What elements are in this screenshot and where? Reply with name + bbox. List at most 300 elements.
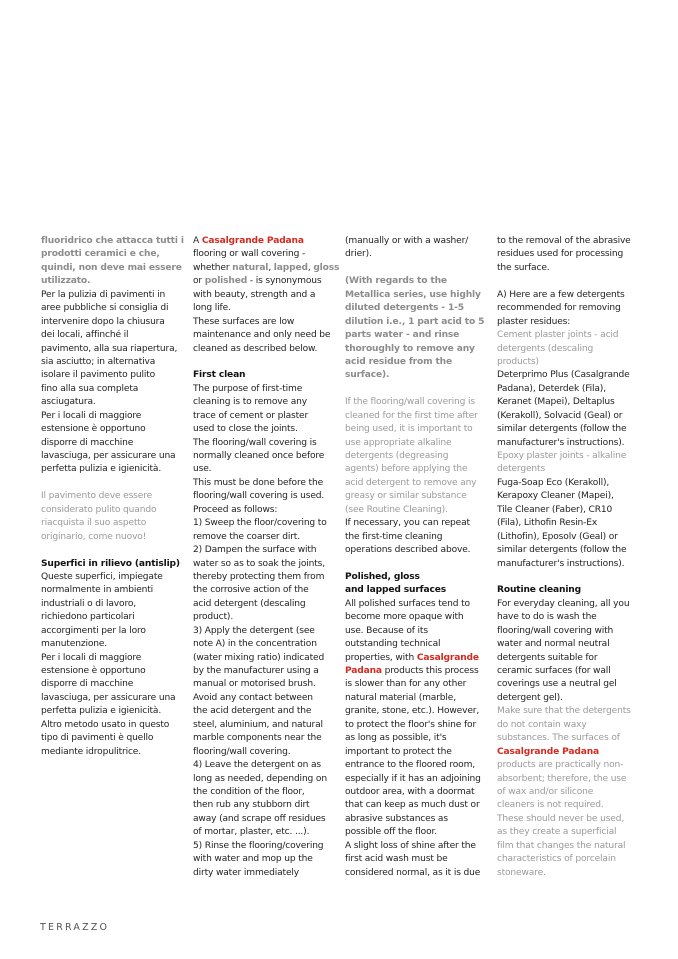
section-heading: Routine cleaning [497,585,581,596]
body-text: drier). [345,249,372,260]
text-line [345,437,497,450]
section-heading: and lapped surfaces [345,585,446,596]
body-text: Keranet (Mapei), Deltaplus [497,397,615,408]
text-line [41,262,193,275]
body-text: A slight loss of shine after the [345,840,476,851]
body-text: operations described above. [345,545,471,556]
text-line [193,369,345,382]
section-heading: Polished, gloss [345,571,420,582]
text-line [345,786,497,799]
brand-name: Padana [345,666,382,676]
body-text: acid detergent (descaling [193,598,306,609]
text-line [193,235,345,248]
text-column-3 [345,235,497,880]
text-line [193,678,345,691]
body-text: long life. [193,303,231,314]
body-text: The flooring/wall covering is [193,437,317,448]
body-text: (manually or with a washer/ [345,236,469,246]
text-line [193,289,345,302]
text-line [497,262,649,275]
body-text: as long as possible, it's [345,733,447,744]
body-text: lavasciuga, per assicurare una [41,692,176,703]
body-text: coverings use a neutral gel [497,679,617,690]
body-text: the acid detergent and the [193,706,312,717]
body-text: A [193,236,202,246]
text-line [497,826,649,839]
text-line [345,329,497,342]
text-line [193,463,345,476]
body-text: cleaned as described below. [193,343,318,354]
text-line [345,410,497,423]
body-text: asciugatura. [41,397,96,408]
body-text: with beauty, strength and a [193,289,316,300]
note-text-bold: dilution i.e., 1 part acid to 5 [345,316,485,327]
body-text: (Lithofin), Eposolv (Geal) or [497,531,618,542]
text-line [41,423,193,436]
note-text: Il pavimento deve essere [41,491,153,502]
body-text: Deterprimo Plus (Casalgrande [497,370,630,381]
body-text: tipo di pavimenti è quello [41,733,154,744]
blank-line [41,544,193,557]
body-text: properties, with [345,652,417,663]
text-line [41,719,193,732]
text-line [497,773,649,786]
text-line [41,396,193,409]
text-line [193,517,345,530]
text-line [345,517,497,530]
body-text: plaster residues: [497,316,571,327]
text-line [345,598,497,611]
text-line [497,343,649,356]
text-line [41,611,193,624]
body-text: The purpose of first-time [193,383,303,394]
text-line [193,437,345,450]
text-line [497,329,649,342]
text-line [497,248,649,261]
body-text: residues used for processing [497,249,624,260]
note-text: as they create a superficial [497,827,617,838]
text-line [345,504,497,517]
text-line [345,840,497,853]
text-line [193,410,345,423]
text-line [41,410,193,423]
body-text: accorgimenti per la loro [41,625,146,636]
text-line [193,625,345,638]
note-text: of wax and/or silicone [497,786,594,797]
note-text: substances. The surfaces of [497,733,620,744]
note-text: agents) before applying the [345,464,468,475]
text-line [345,853,497,866]
body-text: outstanding technical [345,639,441,650]
note-text-bold: diluted detergents - 1-5 [345,303,464,314]
text-line [41,678,193,691]
text-line [345,423,497,436]
text-line [193,652,345,665]
text-line [193,705,345,718]
text-line [497,396,649,409]
text-line [193,826,345,839]
text-line [345,665,497,678]
text-line [345,638,497,651]
note-text-bold: thoroughly to remove any [345,343,475,354]
note-text: characteristics of porcelain [497,854,616,865]
body-text: Per i locali di maggiore [41,410,142,421]
body-text: entrance to the floored room, [345,760,476,771]
text-line [345,719,497,732]
text-line [497,759,649,772]
note-text: products) [497,356,539,367]
text-line [497,477,649,490]
body-text: This must be done before the [193,477,324,488]
text-line [41,746,193,759]
body-text: industriali o di lavoro, [41,598,136,609]
text-line [193,867,345,880]
body-text: normalmente in ambienti [41,585,154,596]
text-line [41,343,193,356]
text-line [193,329,345,342]
body-text: Fuga-Soap Eco (Kerakoll), [497,477,610,488]
text-line [497,356,649,369]
text-line [41,504,193,517]
body-text: lavasciuga, per assicurare una [41,451,176,461]
text-line [497,786,649,799]
text-line [345,531,497,544]
body-text: dirty water immediately [193,867,300,878]
body-text: have to do is wash the [497,612,597,623]
text-line [345,625,497,638]
text-line [497,719,649,732]
body-text: the surface. [497,262,550,273]
text-line [497,463,649,476]
body-text: perfetta pulizia e igienicità. [41,706,162,717]
note-text: do not contain waxy [497,719,587,730]
text-line [345,773,497,786]
note-text-bold: fluoridrico che attacca tutti i [41,236,184,246]
text-line [345,867,497,880]
text-line [193,611,345,624]
body-text: whether [193,262,233,273]
body-text: recommended for removing [497,303,621,314]
body-text: Avoid any contact between [193,692,313,703]
text-line [41,463,193,476]
body-text: the first-time cleaning [345,531,443,542]
text-line [345,652,497,665]
text-line [345,369,497,382]
note-text: acid detergent to remove any [345,477,477,488]
text-line [497,383,649,396]
body-text: estensione è opportuno [41,424,146,435]
text-line [41,316,193,329]
text-line [193,584,345,597]
text-line [345,584,497,597]
text-line [497,678,649,691]
note-text: greasy or similar substance [345,491,467,502]
body-text: Kerapoxy Cleaner (Mapei), [497,491,614,502]
body-text: abrasive substances as [345,813,448,824]
text-line [345,571,497,584]
text-line [193,343,345,356]
text-line [345,356,497,369]
body-text: 1) Sweep the floor/covering to [193,518,327,529]
body-text: perfetta pulizia e igienicità. [41,464,162,475]
text-line [193,571,345,584]
body-text: flooring/wall covering is used. [193,491,325,502]
note-text-bold: quindi, non deve mai essere [41,262,182,273]
text-line [193,504,345,517]
body-text: of mortar, plaster, etc. ...). [193,827,310,838]
text-line [345,611,497,624]
text-line [41,598,193,611]
note-text-bold: polished [204,276,248,287]
text-line [193,248,345,261]
note-text: considerato pulito quando [41,504,157,515]
text-column-1 [41,235,193,759]
text-line [497,705,649,718]
body-text: is slower than for any other [345,679,467,690]
text-line [193,558,345,571]
text-line [41,437,193,450]
text-line [497,490,649,503]
blank-line [497,571,649,584]
body-text: maintenance and only need be [193,330,331,341]
text-line [193,450,345,463]
section-heading: First clean [193,370,246,381]
note-text: cleaners is not required. [497,800,604,811]
body-text: dei locali, affinché il [41,330,129,341]
body-text: the condition of the floor, [193,786,305,797]
body-text: flooring/wall covering with [497,625,614,636]
note-text-bold: (With regards to the [345,276,447,287]
text-line [41,705,193,718]
text-line [497,450,649,463]
body-text: use. [193,464,212,475]
text-line [345,235,497,248]
blank-line [345,262,497,275]
body-text: then rub any stubborn dirt [193,800,310,811]
note-text-bold: acid residue from the [345,356,452,367]
text-line [41,289,193,302]
body-text: manufacturer's instructions). [497,437,625,448]
text-line [497,598,649,611]
note-text-bold: surface). [345,370,390,381]
note-text: (see Routine Cleaning). [345,504,448,515]
body-text: A) Here are a few detergents [497,289,625,300]
note-text: film that changes the natural [497,840,626,851]
note-text-bold: natural [232,262,269,273]
body-text: aree pubbliche si consiglia di [41,303,169,314]
note-text: originario, come nuovo! [41,531,147,542]
note-text-bold: lapped [273,262,308,273]
body-text: Altro metodo usato in questo [41,719,170,730]
text-line [497,316,649,329]
body-text: considered normal, as it is due [345,867,481,878]
text-line [193,423,345,436]
text-line [345,692,497,705]
body-text: mediante idropulitrice. [41,746,141,757]
body-text: water and normal neutral [497,639,610,650]
body-text: richiedono particolari [41,612,135,623]
text-line [497,544,649,557]
body-text: away (and scrape off residues [193,813,326,824]
text-line [497,665,649,678]
note-text: These should never be used, [497,813,625,824]
body-text: Queste superfici, impiegate [41,571,163,582]
body-text: possible off the floor. [345,827,437,838]
text-line [41,356,193,369]
note-text: detergents (degreasing [345,451,449,461]
body-text: sia asciutto; in alternativa [41,356,156,367]
text-line [41,531,193,544]
text-line [41,275,193,288]
note-text: If the flooring/wall covering is [345,397,475,408]
body-text: 5) Rinse the flooring/covering [193,840,324,851]
body-text: , [307,262,314,273]
body-text: manufacturer's instructions). [497,558,625,569]
text-line [345,813,497,826]
text-line [41,665,193,678]
blank-line [345,383,497,396]
note-text: stoneware. [497,867,546,878]
text-line [497,369,649,382]
body-text: Per i locali di maggiore [41,652,142,663]
body-text: long as needed, depending on [193,773,327,784]
body-text: remove the coarser dirt. [193,531,300,542]
body-text: Tile Cleaner (Faber), CR10 [497,504,613,515]
text-line [193,544,345,557]
body-text: Per la pulizia di pavimenti in [41,289,166,300]
body-text: ceramic surfaces (for wall [497,666,611,676]
text-line [497,867,649,880]
body-text: Proceed as follows: [193,504,278,515]
body-text: used to close the joints. [193,424,298,435]
text-line [41,517,193,530]
text-line [497,423,649,436]
body-text: outdoor area, with a doormat [345,786,475,797]
body-text: trace of cement or plaster [193,410,309,421]
body-text: 3) Apply the detergent (see [193,625,315,636]
text-line [41,369,193,382]
note-text-bold: Metallica series, use highly [345,289,481,300]
text-line [345,316,497,329]
body-text: detergent gel). [497,692,563,703]
body-text: similar detergents (follow the [497,424,627,435]
body-text: flooring or wall covering - [193,249,306,260]
text-line [193,396,345,409]
text-line [345,678,497,691]
text-line [497,504,649,517]
text-column-4 [497,235,649,880]
note-text: cleaned for the first time after [345,410,478,421]
body-text: If necessary, you can repeat [345,518,470,529]
text-line [345,463,497,476]
note-text-bold: gloss [313,262,340,273]
note-text: detergents [497,464,546,475]
text-line [497,746,649,759]
body-text: cleaning is to remove any [193,397,307,408]
text-line [497,625,649,638]
text-line [497,517,649,530]
text-line [497,584,649,597]
body-text: granite, stone, etc.). However, [345,706,480,717]
text-line [41,248,193,261]
body-text: isolare il pavimento pulito [41,370,156,381]
text-line [497,531,649,544]
text-line [497,410,649,423]
blank-line [41,477,193,490]
body-text: especially if it has an adjoining [345,773,481,784]
body-text: the corrosive action of the [193,585,309,596]
note-text: Make sure that the detergents [497,706,631,717]
text-line [497,235,649,248]
body-text: 2) Dampen the surface with [193,545,317,556]
body-text: (water mixing ratio) indicated [193,652,325,663]
text-line [41,692,193,705]
body-text: steel, aluminium, and natural [193,719,323,730]
body-text: use. Because of its [345,625,428,636]
text-line [41,302,193,315]
text-line [497,289,649,302]
body-text: product). [193,612,234,623]
note-text: being used, it is important to [345,424,473,435]
body-text: disporre di macchine [41,437,134,448]
text-line [497,692,649,705]
text-line [497,840,649,853]
body-text: water so as to soak the joints, [193,558,325,569]
note-text: detergents (descaling [497,343,594,354]
blank-line [497,275,649,288]
body-text: with water and mop up the [193,854,313,865]
body-text: pavimento, alla sua riapertura, [41,343,178,354]
text-line [345,732,497,745]
text-line [497,853,649,866]
text-line [345,490,497,503]
text-line [497,638,649,651]
body-text: to protect the floor's shine for [345,719,477,730]
text-line [497,799,649,812]
text-line [345,248,497,261]
body-text: first acid wash must be [345,854,448,865]
text-line [41,329,193,342]
body-text: become more opaque with [345,612,464,623]
body-text: by the manufacturer using a [193,666,319,676]
body-text: note A) in the concentration [193,639,317,650]
text-line [41,652,193,665]
text-line [193,490,345,503]
body-text: intervenire dopo la chiusura [41,316,165,327]
text-line [193,719,345,732]
text-line [193,383,345,396]
text-line [41,732,193,745]
body-text: fino alla sua completa [41,383,139,394]
text-line [193,316,345,329]
note-text: products are practically non- [497,760,624,771]
note-text: Epoxy plaster joints - alkaline [497,451,627,461]
body-text: manual or motorised brush. [193,679,316,690]
text-line [193,732,345,745]
body-text: natural material (marble, [345,692,456,703]
text-line [193,840,345,853]
section-heading: Superfici in rilievo (antislip) [41,558,180,569]
blank-line [345,558,497,571]
body-text: similar detergents (follow the [497,545,627,556]
text-line [497,302,649,315]
text-line [193,262,345,275]
text-line [193,692,345,705]
text-line [345,477,497,490]
body-text: estensione è opportuno [41,666,146,676]
text-line [497,732,649,745]
body-text: detergents suitable for [497,652,598,663]
